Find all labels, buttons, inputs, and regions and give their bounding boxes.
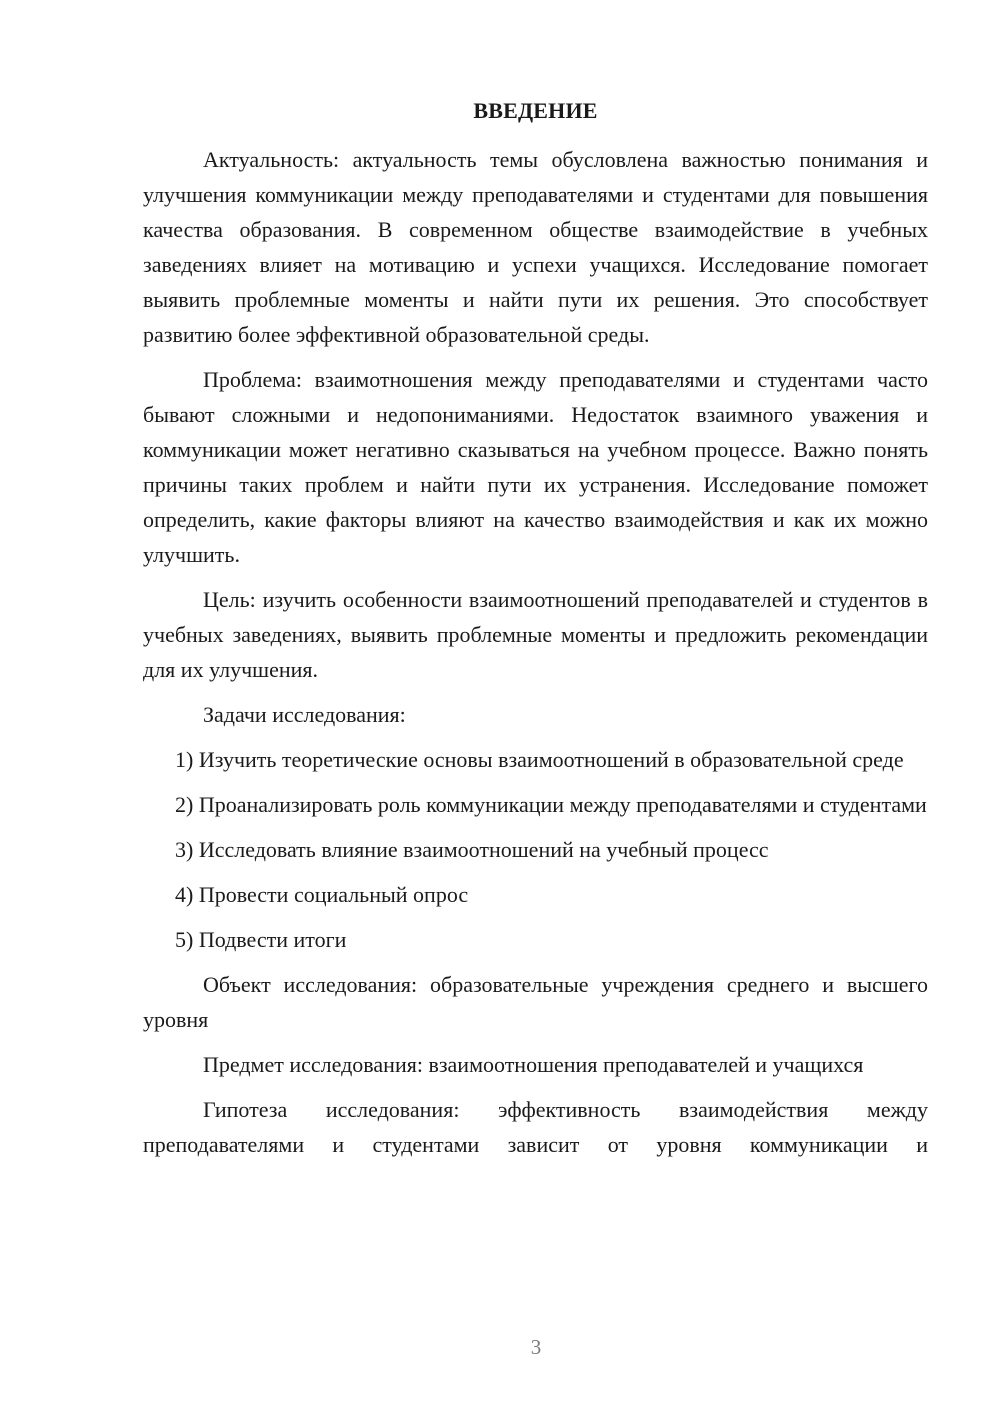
paragraph-goal: Цель: изучить особенности взаимоотношений преподавателей и студентов в учебных заведениях, выявить проблемные моменты и предложить рекомендации для их улучшения. [143, 587, 928, 682]
list-item-task-2: 2) Проанализировать роль коммуникации между преподавателями и студентами [175, 792, 927, 817]
paragraph-hypothesis: Гипотеза исследования: эффективность взаимодействия между преподавателями и студентами зависит от уровня коммуникации и [143, 1097, 928, 1157]
page-number: 3 [530, 1335, 542, 1359]
paragraph-subject: Предмет исследования: взаимоотношения преподавателей и учащихся [203, 1052, 864, 1077]
list-item-task-1: 1) Изучить теоретические основы взаимоотношений в образовательной среде [175, 747, 904, 772]
document-body [143, 142, 928, 1172]
paragraph-relevance: Актуальность: актуальность темы обусловлена важностью понимания и улучшения коммуникации между преподавателями и студентами для повышения качества образования. В современном обществе взаимодействие в учебных заведениях влияет на мотивацию и успехи учащихся. Исследование помогает выявить проблемные моменты и найти пути их решения. Это способствует развитию более эффективной образовательной среды. [143, 147, 928, 347]
list-item-task-3: 3) Исследовать влияние взаимоотношений на учебный процесс [175, 837, 769, 862]
paragraph-problem: Проблема: взаимотношения между преподавателями и студентами часто бывают сложными и недопониманиями. Недостаток взаимного уважения и коммуникации может негативно сказываться на учебном процессе. Важно понять причины таких проблем и найти пути их устранения. Исследование поможет определить, какие факторы влияют на качество взаимодействия и как их можно улучшить. [143, 367, 928, 567]
list-item-task-5: 5) Подвести итоги [175, 927, 347, 952]
paragraph-object: Объект исследования: образовательные учреждения среднего и высшего уровня [143, 972, 928, 1032]
list-item-task-4: 4) Провести социальный опрос [175, 882, 469, 907]
page-title: ВВЕДЕНИЕ [473, 98, 598, 123]
tasks-heading: Задачи исследования: [203, 702, 406, 727]
